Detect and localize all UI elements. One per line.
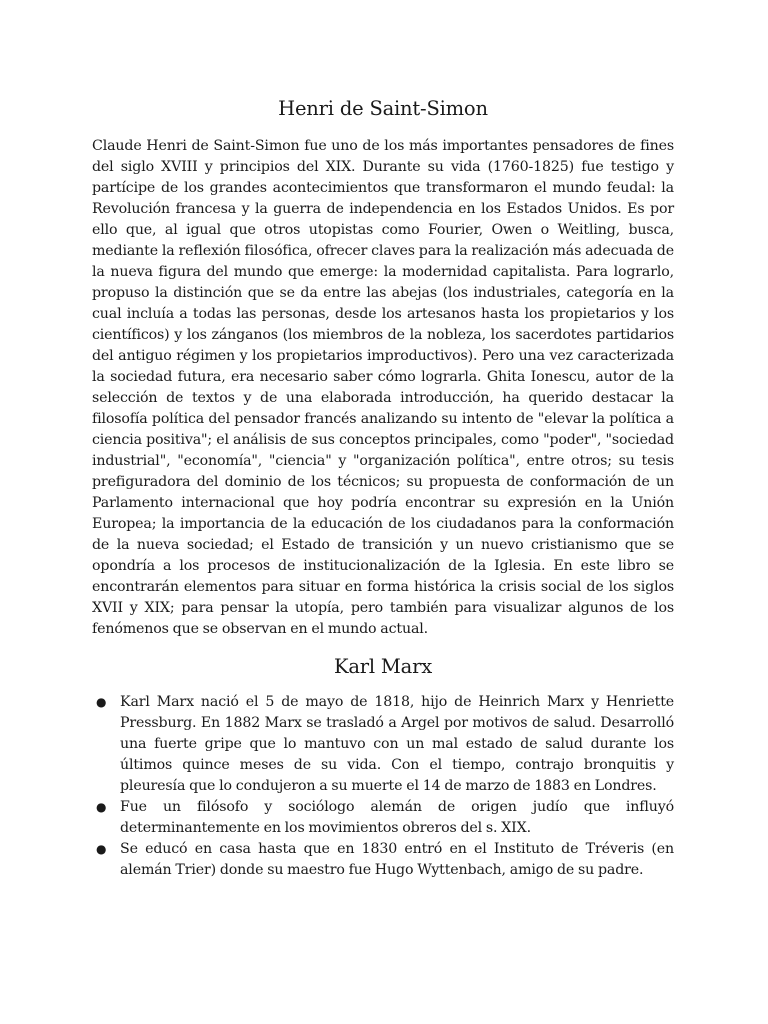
karl-marx-bullet-list — [92, 692, 674, 881]
bullet-icon: ● — [96, 695, 107, 709]
list-item — [92, 839, 674, 881]
bullet-icon: ● — [96, 842, 107, 856]
list-item — [92, 692, 674, 797]
list-item — [92, 797, 674, 839]
saint-simon-paragraph: Claude Henri de Saint-Simon fue uno de los más importantes pensadores de fines del siglo XVIII y principios del XIX. Durante su vida (1760-1825) fue testigo y partícipe de los grandes acontecimientos que transformaron el mundo feudal: la Revolución francesa y la guerra de independencia en los Estados Unidos. Es por ello que, al igual que otros utopistas como Fourier, Owen o Weitling, busca, mediante la reflexión filosófica, ofrecer claves para la realización más adecuada de la nueva figura del mundo que emerge: la modernidad capitalista. Para lograrlo, propuso la distinción que se da entre las abejas (los industriales, categoría en la cual incluía a todas las personas, desde los artesanos hasta los propietarios y los científicos) y los zánganos (los miembros de la nobleza, los sacerdotes partidarios del antiguo régimen y los propietarios improductivos). Pero una vez caracterizada la sociedad futura, era necesario saber cómo lograrla. Ghita Ionescu, autor de la selección de textos y de una elaborada introducción, ha querido destacar la filosofía política del pensador francés analizando su intento de "elevar la política a ciencia positiva"; el análisis de sus conceptos principales, como "poder", "sociedad industrial", "economía", "ciencia" y "organización política", entre otros; su tesis prefiguradora del dominio de los técnicos; su propuesta de conformación de un Parlamento internacional que hoy podría encontrar su expresión en la Unión Europea; la importancia de la educación de los ciudadanos para la conformación de la nueva sociedad; el Estado de transición y un nuevo cristianismo que se opondría a los procesos de institucionalización de la Iglesia. En este libro se encontrarán elementos para situar en forma histórica la crisis social de los siglos XVII y XIX; para pensar la utopía, pero también para visualizar algunos de los fenómenos que se observan en el mundo actual. — [92, 138, 674, 637]
list-item-text: Karl Marx nació el 5 de mayo de 1818, hijo de Heinrich Marx y Henriette Pressburg. En 1882 Marx se trasladó a Argel por motivos de salud. Desarrolló una fuerte gripe que lo mantuvo con un mal estado de salud durante los últimos quince meses de su vida. Con el tiempo, contrajo bronquitis y pleuresía que lo condujeron a su muerte el 14 de marzo de 1883 en Londres. — [120, 694, 674, 794]
list-item-text: Se educó en casa hasta que en 1830 entró en el Instituto de Tréveris (en alemán Trier) donde su maestro fue Hugo Wyttenbach, amigo de su padre. — [120, 841, 674, 878]
section-heading-karl-marx: Karl Marx — [333, 655, 433, 678]
list-item-text: Fue un filósofo y sociólogo alemán de origen judío que influyó determinantemente en los movimientos obreros del s. XIX. — [120, 799, 674, 836]
page-title: Henri de Saint-Simon — [278, 97, 488, 120]
document-page — [92, 96, 674, 881]
bullet-icon: ● — [96, 800, 107, 814]
